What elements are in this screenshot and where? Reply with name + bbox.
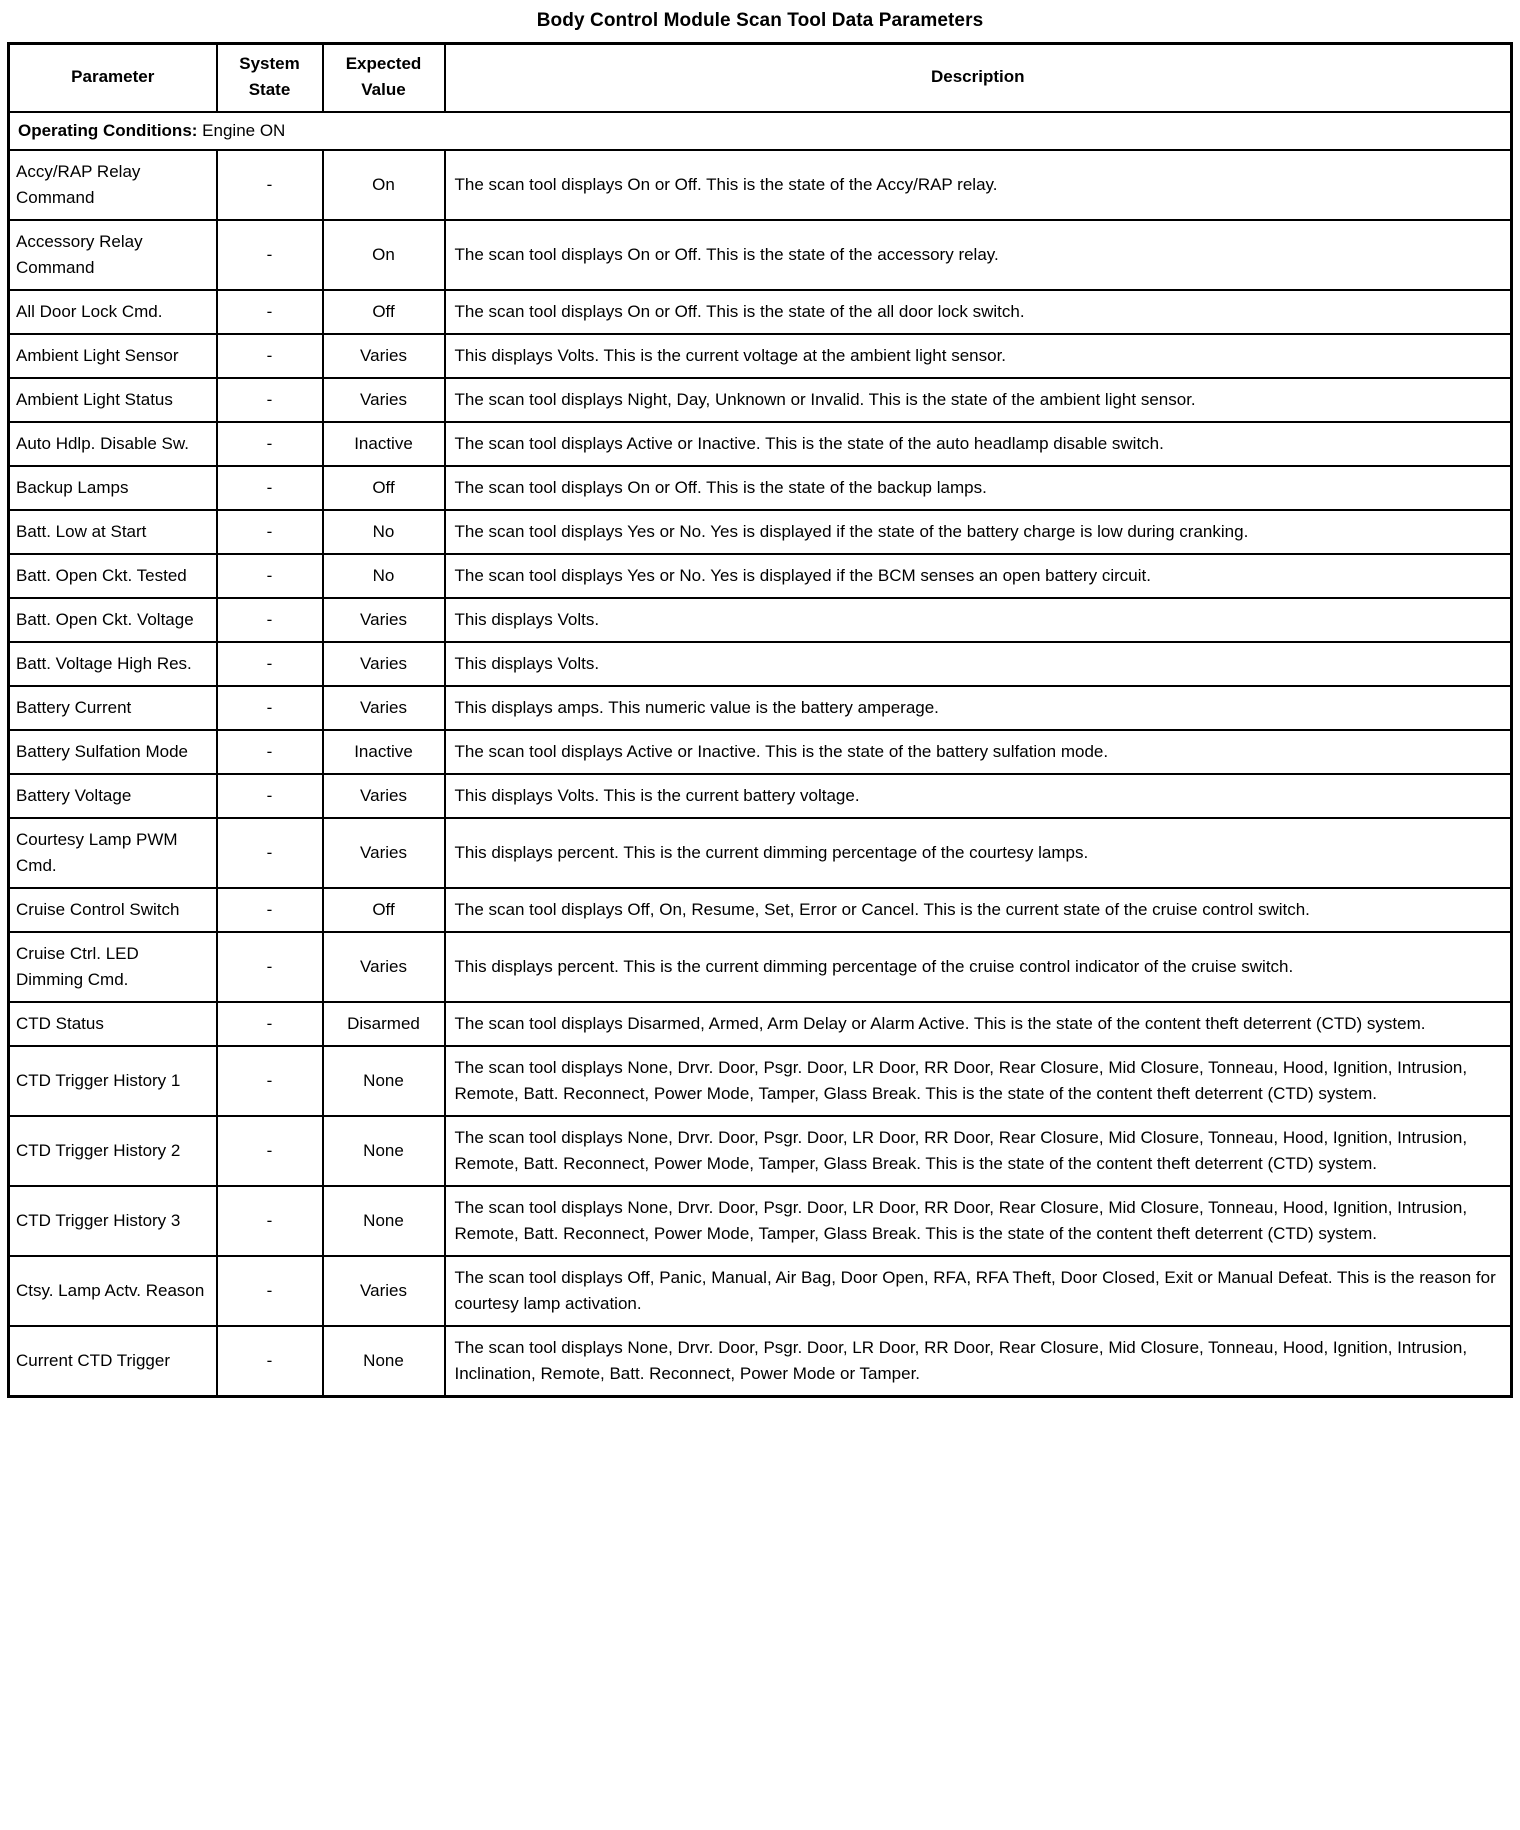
system-state-cell: - <box>217 290 323 334</box>
table-row <box>9 598 1512 642</box>
parameter-cell: Battery Current <box>9 686 217 730</box>
table-row <box>9 932 1512 1002</box>
table-row <box>9 888 1512 932</box>
table-row <box>9 466 1512 510</box>
system-state-cell: - <box>217 510 323 554</box>
parameter-cell: CTD Trigger History 3 <box>9 1186 217 1256</box>
parameter-cell: All Door Lock Cmd. <box>9 290 217 334</box>
table-row <box>9 554 1512 598</box>
table-body <box>9 112 1512 1397</box>
description-cell: This displays Volts. This is the current battery voltage. <box>445 774 1512 818</box>
header-parameter: Parameter <box>9 44 217 113</box>
description-cell: The scan tool displays Off, Panic, Manual, Air Bag, Door Open, RFA, RFA Theft, Door Closed, Exit or Manual Defeat. This is the reason for courtesy lamp activation. <box>445 1256 1512 1326</box>
description-cell: The scan tool displays Active or Inactive. This is the state of the battery sulfation mode. <box>445 730 1512 774</box>
table-row <box>9 730 1512 774</box>
description-cell: The scan tool displays Yes or No. Yes is displayed if the state of the battery charge is low during cranking. <box>445 510 1512 554</box>
expected-value-cell: Inactive <box>323 730 445 774</box>
description-cell: The scan tool displays None, Drvr. Door, Psgr. Door, LR Door, RR Door, Rear Closure, Mid Closure, Tonneau, Hood, Ignition, Intrusion, Remote, Batt. Reconnect, Power Mode, Tamper, Glass Break. This is the state of the content theft deterrent (CTD) system. <box>445 1186 1512 1256</box>
expected-value-cell: Varies <box>323 642 445 686</box>
table-row <box>9 642 1512 686</box>
table-row <box>9 818 1512 888</box>
operating-conditions-label: Operating Conditions: <box>18 121 198 140</box>
system-state-cell: - <box>217 220 323 290</box>
expected-value-cell: Varies <box>323 378 445 422</box>
system-state-cell: - <box>217 1186 323 1256</box>
parameter-cell: CTD Trigger History 1 <box>9 1046 217 1116</box>
system-state-cell: - <box>217 466 323 510</box>
expected-value-cell: Off <box>323 466 445 510</box>
parameter-cell: Batt. Low at Start <box>9 510 217 554</box>
system-state-cell: - <box>217 1256 323 1326</box>
description-cell: The scan tool displays On or Off. This is the state of the accessory relay. <box>445 220 1512 290</box>
expected-value-cell: None <box>323 1046 445 1116</box>
parameter-cell: Batt. Open Ckt. Voltage <box>9 598 217 642</box>
expected-value-cell: None <box>323 1186 445 1256</box>
table-row <box>9 150 1512 220</box>
parameter-cell: CTD Status <box>9 1002 217 1046</box>
description-cell: The scan tool displays None, Drvr. Door, Psgr. Door, LR Door, RR Door, Rear Closure, Mid Closure, Tonneau, Hood, Ignition, Intrusion, Inclination, Remote, Batt. Reconnect, Power Mode or Tamper. <box>445 1326 1512 1397</box>
expected-value-cell: On <box>323 220 445 290</box>
description-cell: This displays Volts. <box>445 642 1512 686</box>
table-row <box>9 1326 1512 1397</box>
header-description: Description <box>445 44 1512 113</box>
system-state-cell: - <box>217 1002 323 1046</box>
expected-value-cell: Off <box>323 888 445 932</box>
description-cell: The scan tool displays On or Off. This is the state of the Accy/RAP relay. <box>445 150 1512 220</box>
system-state-cell: - <box>217 1046 323 1116</box>
table-row <box>9 1046 1512 1116</box>
system-state-cell: - <box>217 1326 323 1397</box>
parameter-cell: CTD Trigger History 2 <box>9 1116 217 1186</box>
description-cell: This displays percent. This is the current dimming percentage of the cruise control indicator of the cruise switch. <box>445 932 1512 1002</box>
system-state-cell: - <box>217 598 323 642</box>
parameter-cell: Batt. Voltage High Res. <box>9 642 217 686</box>
expected-value-cell: Disarmed <box>323 1002 445 1046</box>
expected-value-cell: Varies <box>323 818 445 888</box>
operating-conditions-cell <box>9 112 1512 150</box>
description-cell: The scan tool displays On or Off. This is the state of the backup lamps. <box>445 466 1512 510</box>
description-cell: This displays amps. This numeric value is the battery amperage. <box>445 686 1512 730</box>
system-state-cell: - <box>217 818 323 888</box>
description-cell: This displays Volts. This is the current voltage at the ambient light sensor. <box>445 334 1512 378</box>
scan-tool-data-table <box>7 42 1513 1398</box>
description-cell: The scan tool displays None, Drvr. Door, Psgr. Door, LR Door, RR Door, Rear Closure, Mid Closure, Tonneau, Hood, Ignition, Intrusion, Remote, Batt. Reconnect, Power Mode, Tamper, Glass Break. This is the state of the content theft deterrent (CTD) system. <box>445 1046 1512 1116</box>
parameter-cell: Battery Voltage <box>9 774 217 818</box>
table-row <box>9 686 1512 730</box>
table-row <box>9 290 1512 334</box>
page-title: Body Control Module Scan Tool Data Parameters <box>536 10 984 31</box>
expected-value-cell: Off <box>323 290 445 334</box>
system-state-cell: - <box>217 642 323 686</box>
table-row <box>9 774 1512 818</box>
table-row <box>9 1256 1512 1326</box>
parameter-cell: Courtesy Lamp PWM Cmd. <box>9 818 217 888</box>
expected-value-cell: Inactive <box>323 422 445 466</box>
table-row <box>9 334 1512 378</box>
parameter-cell: Ambient Light Sensor <box>9 334 217 378</box>
system-state-cell: - <box>217 932 323 1002</box>
header-system-state: System State <box>217 44 323 113</box>
description-cell: The scan tool displays Night, Day, Unknown or Invalid. This is the state of the ambient light sensor. <box>445 378 1512 422</box>
table-row <box>9 510 1512 554</box>
expected-value-cell: Varies <box>323 686 445 730</box>
parameter-cell: Cruise Control Switch <box>9 888 217 932</box>
system-state-cell: - <box>217 422 323 466</box>
expected-value-cell: None <box>323 1116 445 1186</box>
parameter-cell: Backup Lamps <box>9 466 217 510</box>
parameter-cell: Ambient Light Status <box>9 378 217 422</box>
description-cell: The scan tool displays Disarmed, Armed, Arm Delay or Alarm Active. This is the state of the content theft deterrent (CTD) system. <box>445 1002 1512 1046</box>
parameter-cell: Accy/RAP Relay Command <box>9 150 217 220</box>
table-header <box>9 44 1512 113</box>
expected-value-cell: Varies <box>323 1256 445 1326</box>
parameter-cell: Auto Hdlp. Disable Sw. <box>9 422 217 466</box>
description-cell: This displays Volts. <box>445 598 1512 642</box>
expected-value-cell: Varies <box>323 334 445 378</box>
table-row <box>9 378 1512 422</box>
system-state-cell: - <box>217 1116 323 1186</box>
table-row <box>9 422 1512 466</box>
description-cell: The scan tool displays On or Off. This is the state of the all door lock switch. <box>445 290 1512 334</box>
expected-value-cell: On <box>323 150 445 220</box>
system-state-cell: - <box>217 378 323 422</box>
table-row <box>9 220 1512 290</box>
expected-value-cell: None <box>323 1326 445 1397</box>
description-cell: The scan tool displays Active or Inactive. This is the state of the auto headlamp disable switch. <box>445 422 1512 466</box>
parameter-cell: Cruise Ctrl. LED Dimming Cmd. <box>9 932 217 1002</box>
table-row <box>9 1186 1512 1256</box>
system-state-cell: - <box>217 888 323 932</box>
header-expected-value: Expected Value <box>323 44 445 113</box>
expected-value-cell: Varies <box>323 774 445 818</box>
description-cell: The scan tool displays Yes or No. Yes is displayed if the BCM senses an open battery circuit. <box>445 554 1512 598</box>
table-row <box>9 1116 1512 1186</box>
system-state-cell: - <box>217 334 323 378</box>
parameter-cell: Accessory Relay Command <box>9 220 217 290</box>
description-cell: The scan tool displays Off, On, Resume, Set, Error or Cancel. This is the current state of the cruise control switch. <box>445 888 1512 932</box>
system-state-cell: - <box>217 150 323 220</box>
system-state-cell: - <box>217 686 323 730</box>
parameter-cell: Ctsy. Lamp Actv. Reason <box>9 1256 217 1326</box>
description-cell: The scan tool displays None, Drvr. Door, Psgr. Door, LR Door, RR Door, Rear Closure, Mid Closure, Tonneau, Hood, Ignition, Intrusion, Remote, Batt. Reconnect, Power Mode, Tamper, Glass Break. This is the state of the content theft deterrent (CTD) system. <box>445 1116 1512 1186</box>
expected-value-cell: No <box>323 510 445 554</box>
description-cell: This displays percent. This is the current dimming percentage of the courtesy lamps. <box>445 818 1512 888</box>
parameter-cell: Current CTD Trigger <box>9 1326 217 1397</box>
system-state-cell: - <box>217 730 323 774</box>
parameter-cell: Batt. Open Ckt. Tested <box>9 554 217 598</box>
parameter-cell: Battery Sulfation Mode <box>9 730 217 774</box>
expected-value-cell: No <box>323 554 445 598</box>
system-state-cell: - <box>217 554 323 598</box>
expected-value-cell: Varies <box>323 932 445 1002</box>
operating-conditions-value: Engine ON <box>202 121 286 140</box>
table-row <box>9 1002 1512 1046</box>
system-state-cell: - <box>217 774 323 818</box>
operating-conditions-row <box>9 112 1512 150</box>
header-row <box>9 44 1512 113</box>
expected-value-cell: Varies <box>323 598 445 642</box>
